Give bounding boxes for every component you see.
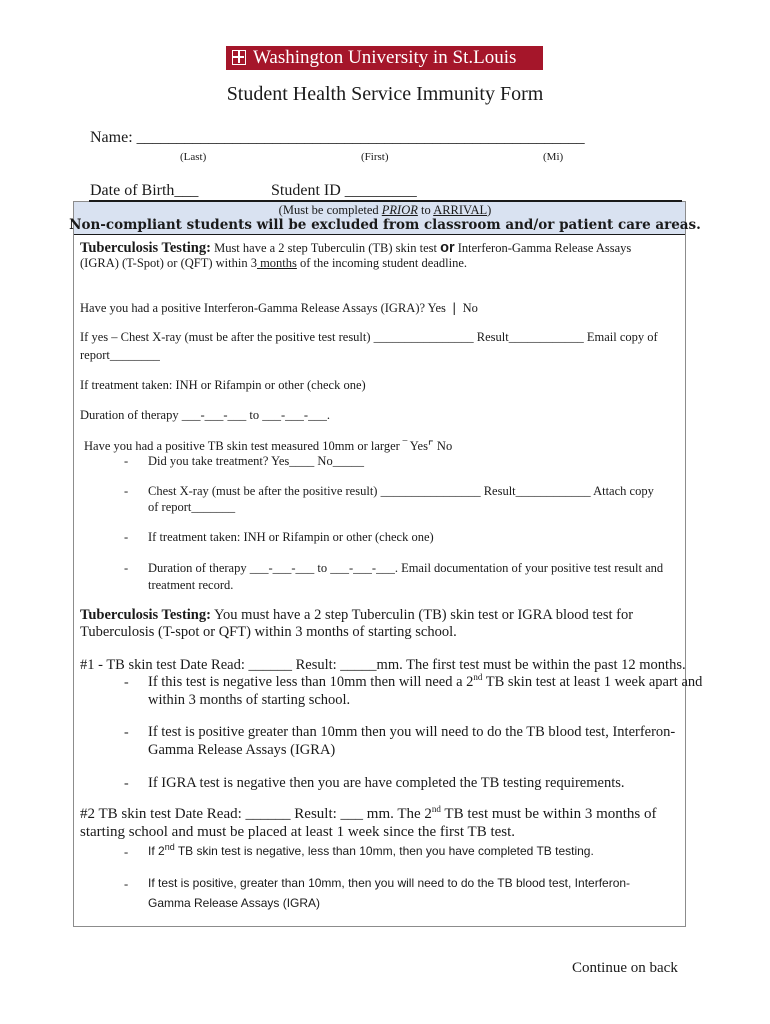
step1-line: #1 - TB skin test Date Read: ______ Result: _____mm. The first test must be within the past 12 months.	[80, 657, 686, 673]
completion-note: (Must be completed PRIOR to ARRIVAL)	[278, 203, 492, 217]
step2-line: #2 TB skin test Date Read: ______ Result: ___ mm. The 2nd TB test must be within 3 months of	[80, 804, 657, 822]
step1-bullet1-line2: within 3 months of starting school.	[148, 692, 351, 708]
continue-on-back: Continue on back	[572, 960, 678, 976]
bullet-dash: -	[124, 877, 129, 891]
last-name-caption: (Last)	[180, 151, 207, 163]
bullet-dash: -	[124, 725, 129, 740]
crest-icon	[232, 50, 246, 65]
step1-bullet2-line2: Gamma Release Assays (IGRA)	[148, 742, 336, 758]
bullet-dash: -	[124, 845, 129, 859]
skin-test-question: Have you had a positive TB skin test measured 10mm or larger ‾ Yes⌜ No	[84, 439, 453, 453]
duration-line: Duration of therapy ___-___-___ to ___-___-___.	[80, 408, 330, 422]
bullet-dash: -	[124, 530, 129, 544]
therapy-duration-line: Duration of therapy ___-___-___ to ___-___-___. Email documentation of your positive test result and	[148, 561, 664, 575]
form-title: Student Health Service Immunity Form	[226, 83, 544, 105]
non-compliance-warning: Non-compliant students will be excluded from classroom and/or patient care areas.	[69, 217, 701, 233]
divider	[89, 200, 682, 202]
name-field-label: Name: ________________________________________________________	[90, 129, 585, 146]
step2-line2: starting school and must be placed at least 1 week since the first TB test.	[80, 824, 516, 840]
step2-bullet2-line2: Gamma Release Assays (IGRA)	[148, 896, 321, 910]
middle-initial-caption: (Mi)	[543, 151, 564, 163]
bullet-dash: -	[124, 454, 129, 468]
section2-intro-line2: Tuberculosis (T-spot or QFT) within 3 months of starting school.	[80, 624, 457, 640]
section1-intro: Tuberculosis Testing: Must have a 2 step Tuberculin (TB) skin test or Interferon-Gamma Release Assays	[80, 240, 632, 256]
treatment-line: If treatment taken: INH or Rifampin or other (check one)	[80, 378, 366, 392]
date-of-birth-label: Date of Birth___	[90, 182, 199, 199]
section1-intro-line2: (IGRA) (T-Spot) or (QFT) within 3 months of the incoming student deadline.	[80, 256, 467, 270]
xray-line: If yes – Chest X-ray (must be after the positive test result) ________________ Result____________ Email copy of	[80, 330, 658, 344]
treatment-check-line: If treatment taken: INH or Rifampin or other (check one)	[148, 530, 434, 544]
bullet-dash: -	[124, 776, 129, 791]
xray-line-2: report________	[80, 348, 160, 362]
xray-attach-line: Chest X-ray (must be after the positive result) ________________ Result____________ Attach copy	[148, 484, 654, 498]
student-id-label: Student ID _________	[271, 182, 417, 199]
step2-bullet1: If 2nd TB skin test is negative, less than 10mm, then you have completed TB testing.	[148, 842, 594, 858]
xray-attach-line-2: of report_______	[148, 500, 236, 514]
step1-bullet1: If this test is negative less than 10mm then will need a 2nd TB skin test at least 1 week apart and	[148, 672, 703, 690]
therapy-duration-line-2: treatment record.	[148, 578, 234, 592]
university-logo	[226, 46, 543, 70]
bullet-dash: -	[124, 561, 129, 575]
logo-text: Washington University in St.Louis	[253, 47, 517, 68]
step1-bullet3: If IGRA test is negative then you are have completed the TB testing requirements.	[148, 775, 625, 791]
bullet-dash: -	[124, 675, 129, 690]
treatment-question: Did you take treatment? Yes____ No_____	[148, 454, 364, 468]
first-name-caption: (First)	[361, 151, 389, 163]
step2-bullet2: If test is positive, greater than 10mm, then you will need to do the TB blood test, Interferon-	[148, 876, 631, 890]
step1-bullet2: If test is positive greater than 10mm then you will need to do the TB blood test, Interferon-	[148, 724, 676, 740]
bullet-dash: -	[124, 484, 129, 498]
section2-intro: Tuberculosis Testing: You must have a 2 step Tuberculin (TB) skin test or IGRA blood test for	[80, 607, 634, 623]
divider	[74, 234, 685, 235]
igra-question: Have you had a positive Interferon-Gamma Release Assays (IGRA)? Yes ❘ No	[80, 301, 478, 315]
